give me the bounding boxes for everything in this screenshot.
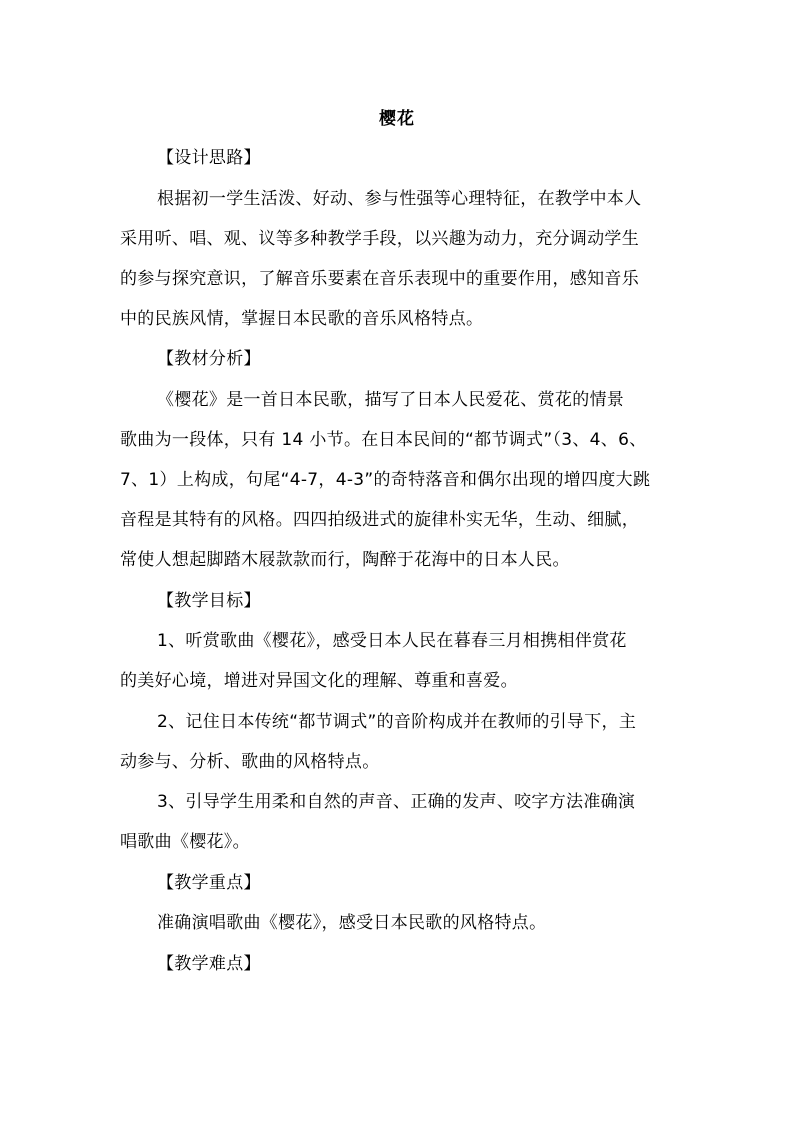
document-title: 樱花: [379, 109, 415, 129]
paragraph-line: 歌曲为一段体，只有 14 小节。在日本民间的“都节调式”（3、4、6、: [120, 430, 647, 450]
paragraph-line: 音程是其特有的风格。四四拍级进式的旋律朴实无华，生动、细腻，: [120, 510, 639, 530]
section-heading-difficulties: 【教学难点】: [157, 954, 261, 974]
section-heading-goals: 【教学目标】: [157, 591, 261, 611]
paragraph-line: 准确演唱歌曲《樱花》，感受日本民歌的风格特点。: [157, 913, 547, 933]
paragraph-line: 2、记住日本传统“都节调式”的音阶构成并在教师的引导下，主: [157, 712, 637, 732]
paragraph-line: 常使人想起脚踏木屐款款而行，陶醉于花海中的日本人民。: [120, 550, 570, 570]
paragraph-line: 的参与探究意识，了解音乐要素在音乐表现中的重要作用，感知音乐: [120, 269, 639, 289]
paragraph-line: 1、听赏歌曲《樱花》，感受日本人民在暮春三月相携相伴赏花: [157, 631, 627, 651]
paragraph-line: 中的民族风情，掌握日本民歌的音乐风格特点。: [120, 309, 484, 329]
paragraph-line: 采用听、唱、观、议等多种教学手段，以兴趣为动力，充分调动学生: [120, 229, 639, 249]
paragraph-line: 唱歌曲《樱花》。: [120, 832, 250, 852]
paragraph-line: 动参与、分析、歌曲的风格特点。: [120, 752, 380, 772]
paragraph-line: 7、1）上构成，句尾“4-7，4-3”的奇特落音和偶尔出现的增四度大跳: [120, 470, 651, 490]
paragraph-line: 根据初一学生活泼、好动、参与性强等心理特征，在教学中本人: [157, 189, 642, 209]
section-heading-material: 【教材分析】: [157, 349, 261, 369]
section-heading-design: 【设计思路】: [157, 148, 261, 168]
paragraph-line: 的美好心境，增进对异国文化的理解、尊重和喜爱。: [120, 671, 518, 691]
paragraph-line: 《樱花》是一首日本民歌，描写了日本人民爱花、赏花的情景: [157, 390, 625, 410]
paragraph-line: 3、引导学生用柔和自然的声音、正确的发声、咬字方法准确演: [157, 792, 636, 812]
section-heading-key-points: 【教学重点】: [157, 873, 261, 893]
